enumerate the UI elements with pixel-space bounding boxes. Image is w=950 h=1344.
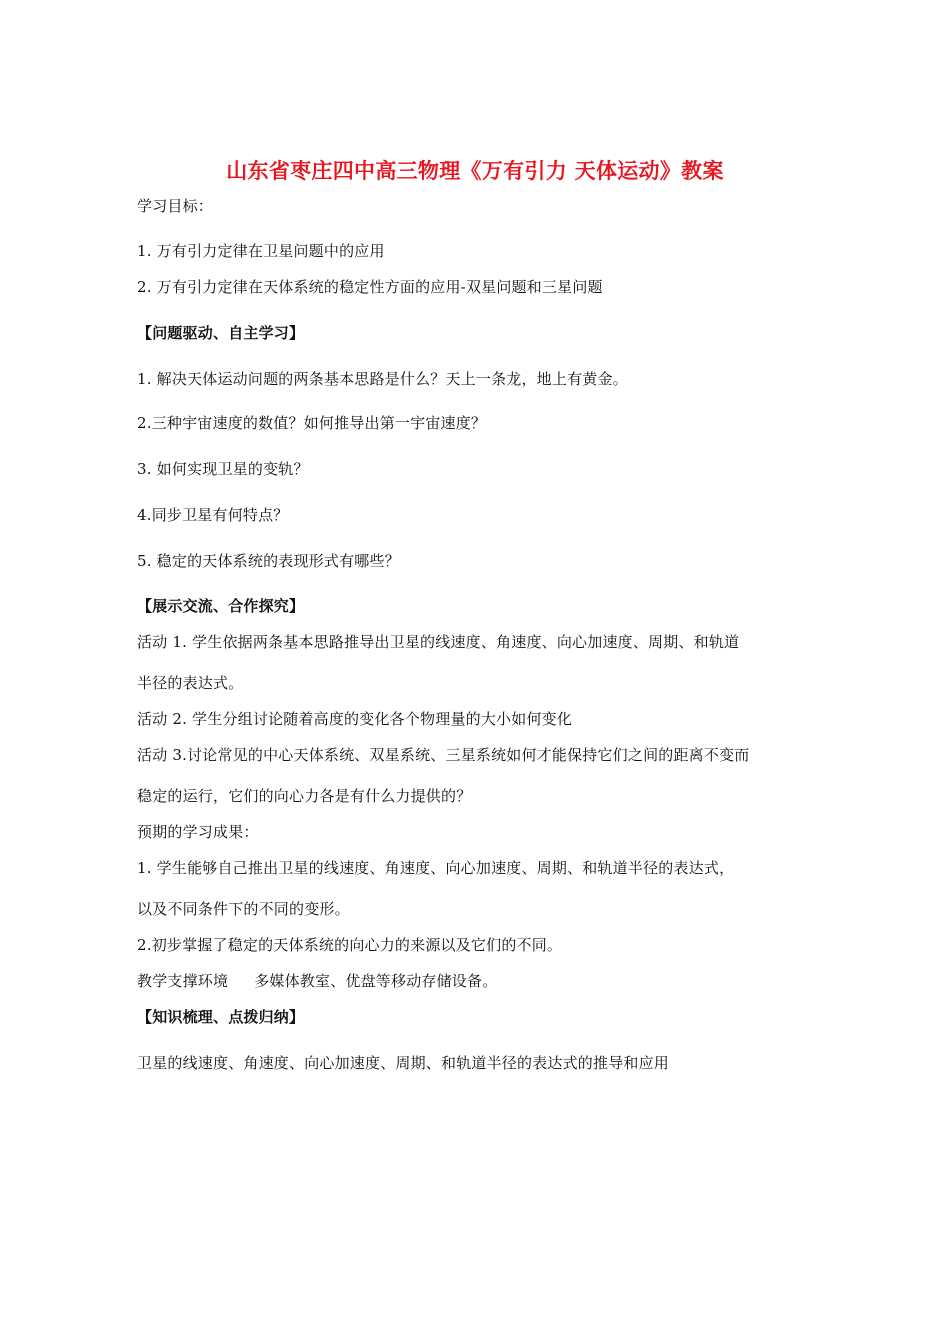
section-heading-problem-driven: 【问题驱动、自主学习】 [137, 324, 305, 342]
question-3: 3. 如何实现卫星的变轨？ [137, 460, 309, 478]
objectives-label: 学习目标： [137, 197, 214, 215]
outcome-2: 2.初步掌握了稳定的天体系统的向心力的来源以及它们的不同。 [137, 936, 563, 954]
activity-1-line-2: 半径的表达式。 [137, 674, 244, 692]
outcomes-label: 预期的学习成果： [137, 823, 259, 841]
outcome-1-line-2: 以及不同条件下的不同的变形。 [137, 900, 350, 918]
objective-item-1: 1. 万有引力定律在卫星问题中的应用 [137, 242, 385, 260]
activity-2: 活动 2. 学生分组讨论随着高度的变化各个物理量的大小如何变化 [137, 710, 573, 728]
question-4: 4.同步卫星有何特点？ [137, 506, 289, 524]
section-heading-exchange: 【展示交流、合作探究】 [137, 597, 305, 615]
question-5: 5. 稳定的天体系统的表现形式有哪些？ [137, 552, 400, 570]
activity-1-line-1: 活动 1. 学生依据两条基本思路推导出卫星的线速度、角速度、向心加速度、周期、和轨道 [137, 633, 740, 651]
summary-content: 卫星的线速度、角速度、向心加速度、周期、和轨道半径的表达式的推导和应用 [137, 1054, 670, 1072]
outcome-1-line-1: 1. 学生能够自己推出卫星的线速度、角速度、向心加速度、周期、和轨道半径的表达式， [137, 859, 735, 877]
objective-item-2: 2. 万有引力定律在天体系统的稳定性方面的应用-双星问题和三星问题 [137, 278, 603, 296]
document-title: 山东省枣庄四中高三物理《万有引力 天体运动》教案 [226, 158, 724, 183]
teaching-support-value: 多媒体教室、优盘等移动存储设备。 [254, 972, 498, 990]
activity-3-line-1: 活动 3.讨论常见的中心天体系统、双星系统、三星系统如何才能保持它们之间的距离不变而 [137, 746, 750, 764]
teaching-support [137, 971, 497, 991]
teaching-support-label: 教学支撑环境 [137, 972, 229, 990]
question-1: 1. 解决天体运动问题的两条基本思路是什么？天上一条龙，地上有黄金。 [137, 370, 628, 388]
question-2: 2.三种宇宙速度的数值？如何推导出第一宇宙速度？ [137, 414, 487, 432]
section-heading-summary: 【知识梳理、点拨归纳】 [137, 1008, 305, 1026]
activity-3-line-2: 稳定的运行，它们的向心力各是有什么力提供的？ [137, 787, 472, 805]
